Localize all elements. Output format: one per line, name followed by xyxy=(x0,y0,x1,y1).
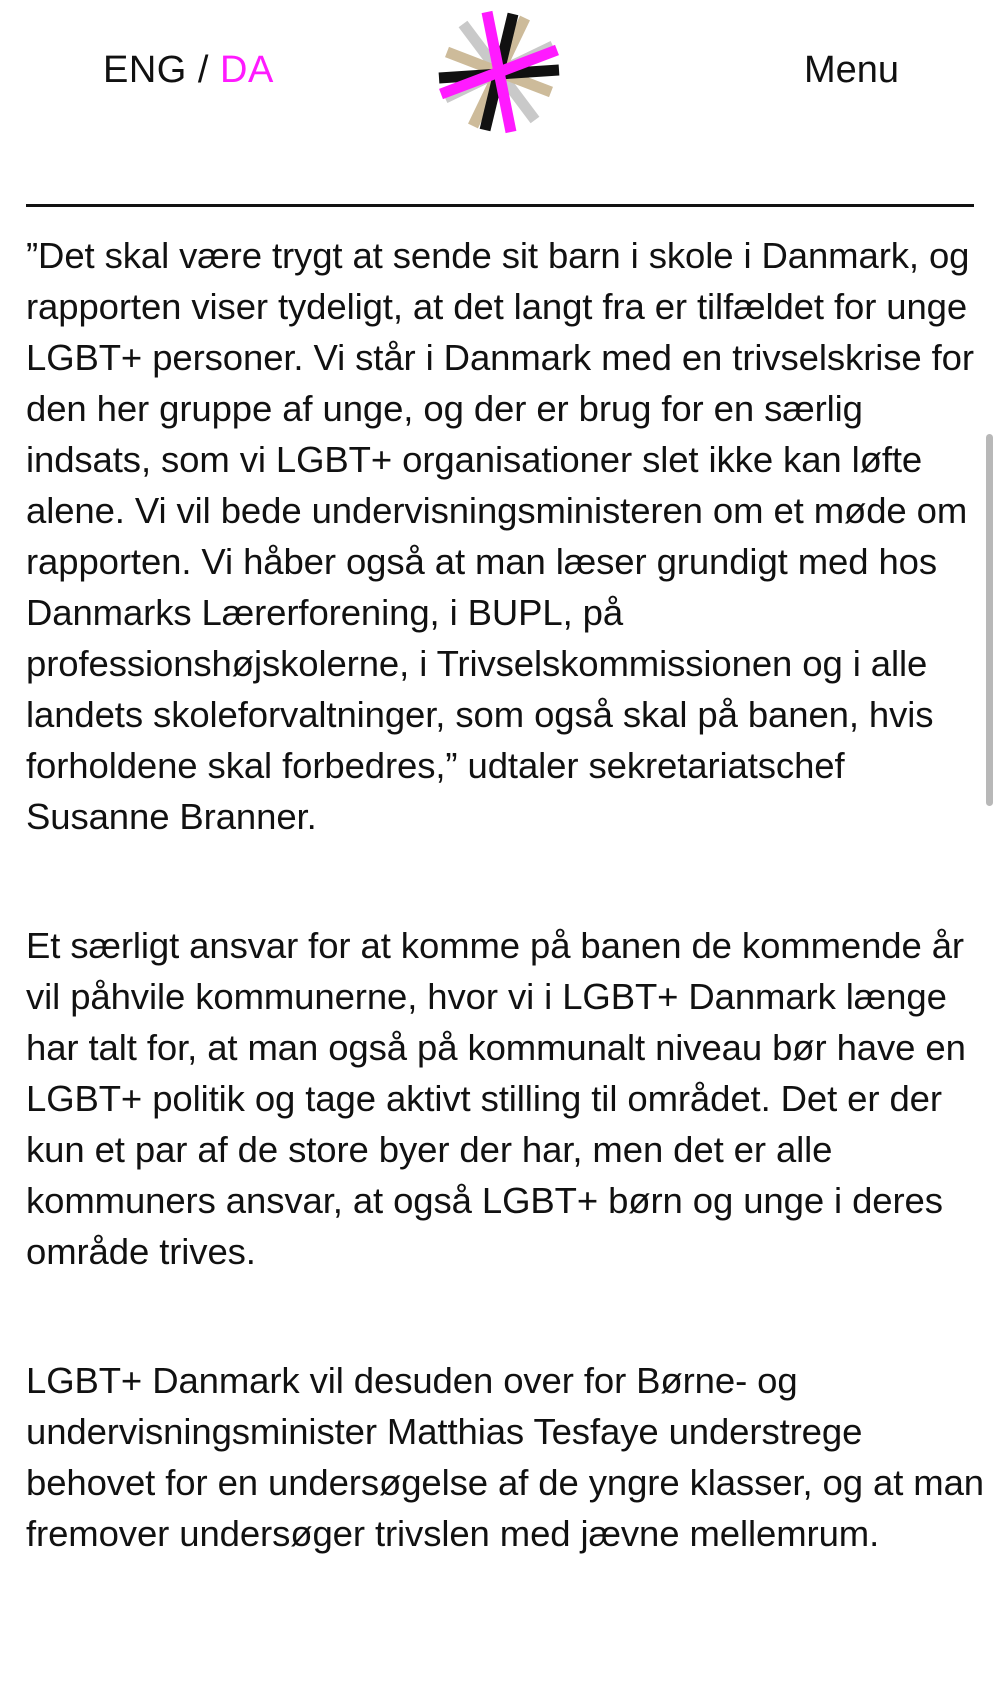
header-divider xyxy=(26,204,974,207)
lang-da-link[interactable]: DA xyxy=(220,49,274,91)
menu-button[interactable]: Menu xyxy=(804,49,900,91)
article-body xyxy=(26,230,986,1637)
logo-svg xyxy=(433,6,565,138)
site-header xyxy=(0,0,1000,150)
language-switcher xyxy=(103,48,274,92)
article-paragraph: ”Det skal være trygt at sende sit barn i skole i Danmark, og rapporten viser tydeligt, at det langt fra er tilfældet for unge LGBT+ personer. Vi står i Danmark med en trivselskrise for den her gruppe af unge, og der er brug for en særlig indsats, som vi LGBT+ organisationer slet ikke kan løfte alene. Vi vil bede undervisningsministeren om et møde om rapporten. Vi håber også at man læser grundigt med hos Danmarks Lærerforening, i BUPL, på professionshøjskolerne, i Trivselskommissionen og i alle landets skoleforvaltninger, som også skal på banen, hvis forholdene skal forbedres,” udtaler sekretariatschef Susanne Branner. xyxy=(26,235,974,837)
scrollbar-thumb[interactable] xyxy=(986,434,993,806)
article-paragraph: Et særligt ansvar for at komme på banen de kommende år vil påhvile kommunerne, hvor vi i LGBT+ Danmark længe har talt for, at man også på kommunalt niveau bør have en LGBT+ politik og tage aktivt stilling til området. Det er der kun et par af de store byer der har, men det er alle kommuners ansvar, at også LGBT+ børn og unge i deres område trives. xyxy=(26,925,966,1272)
star-burst-logo-icon[interactable] xyxy=(433,6,565,138)
article-paragraph: LGBT+ Danmark vil desuden over for Børne- og undervisningsminister Matthias Tesfaye understrege behovet for en undersøgelse af de yngre klasser, og at man fremover undersøger trivslen med jævne mellemrum. xyxy=(26,1360,984,1554)
lang-separator: / xyxy=(197,49,209,91)
lang-eng-link[interactable]: ENG xyxy=(103,49,187,91)
